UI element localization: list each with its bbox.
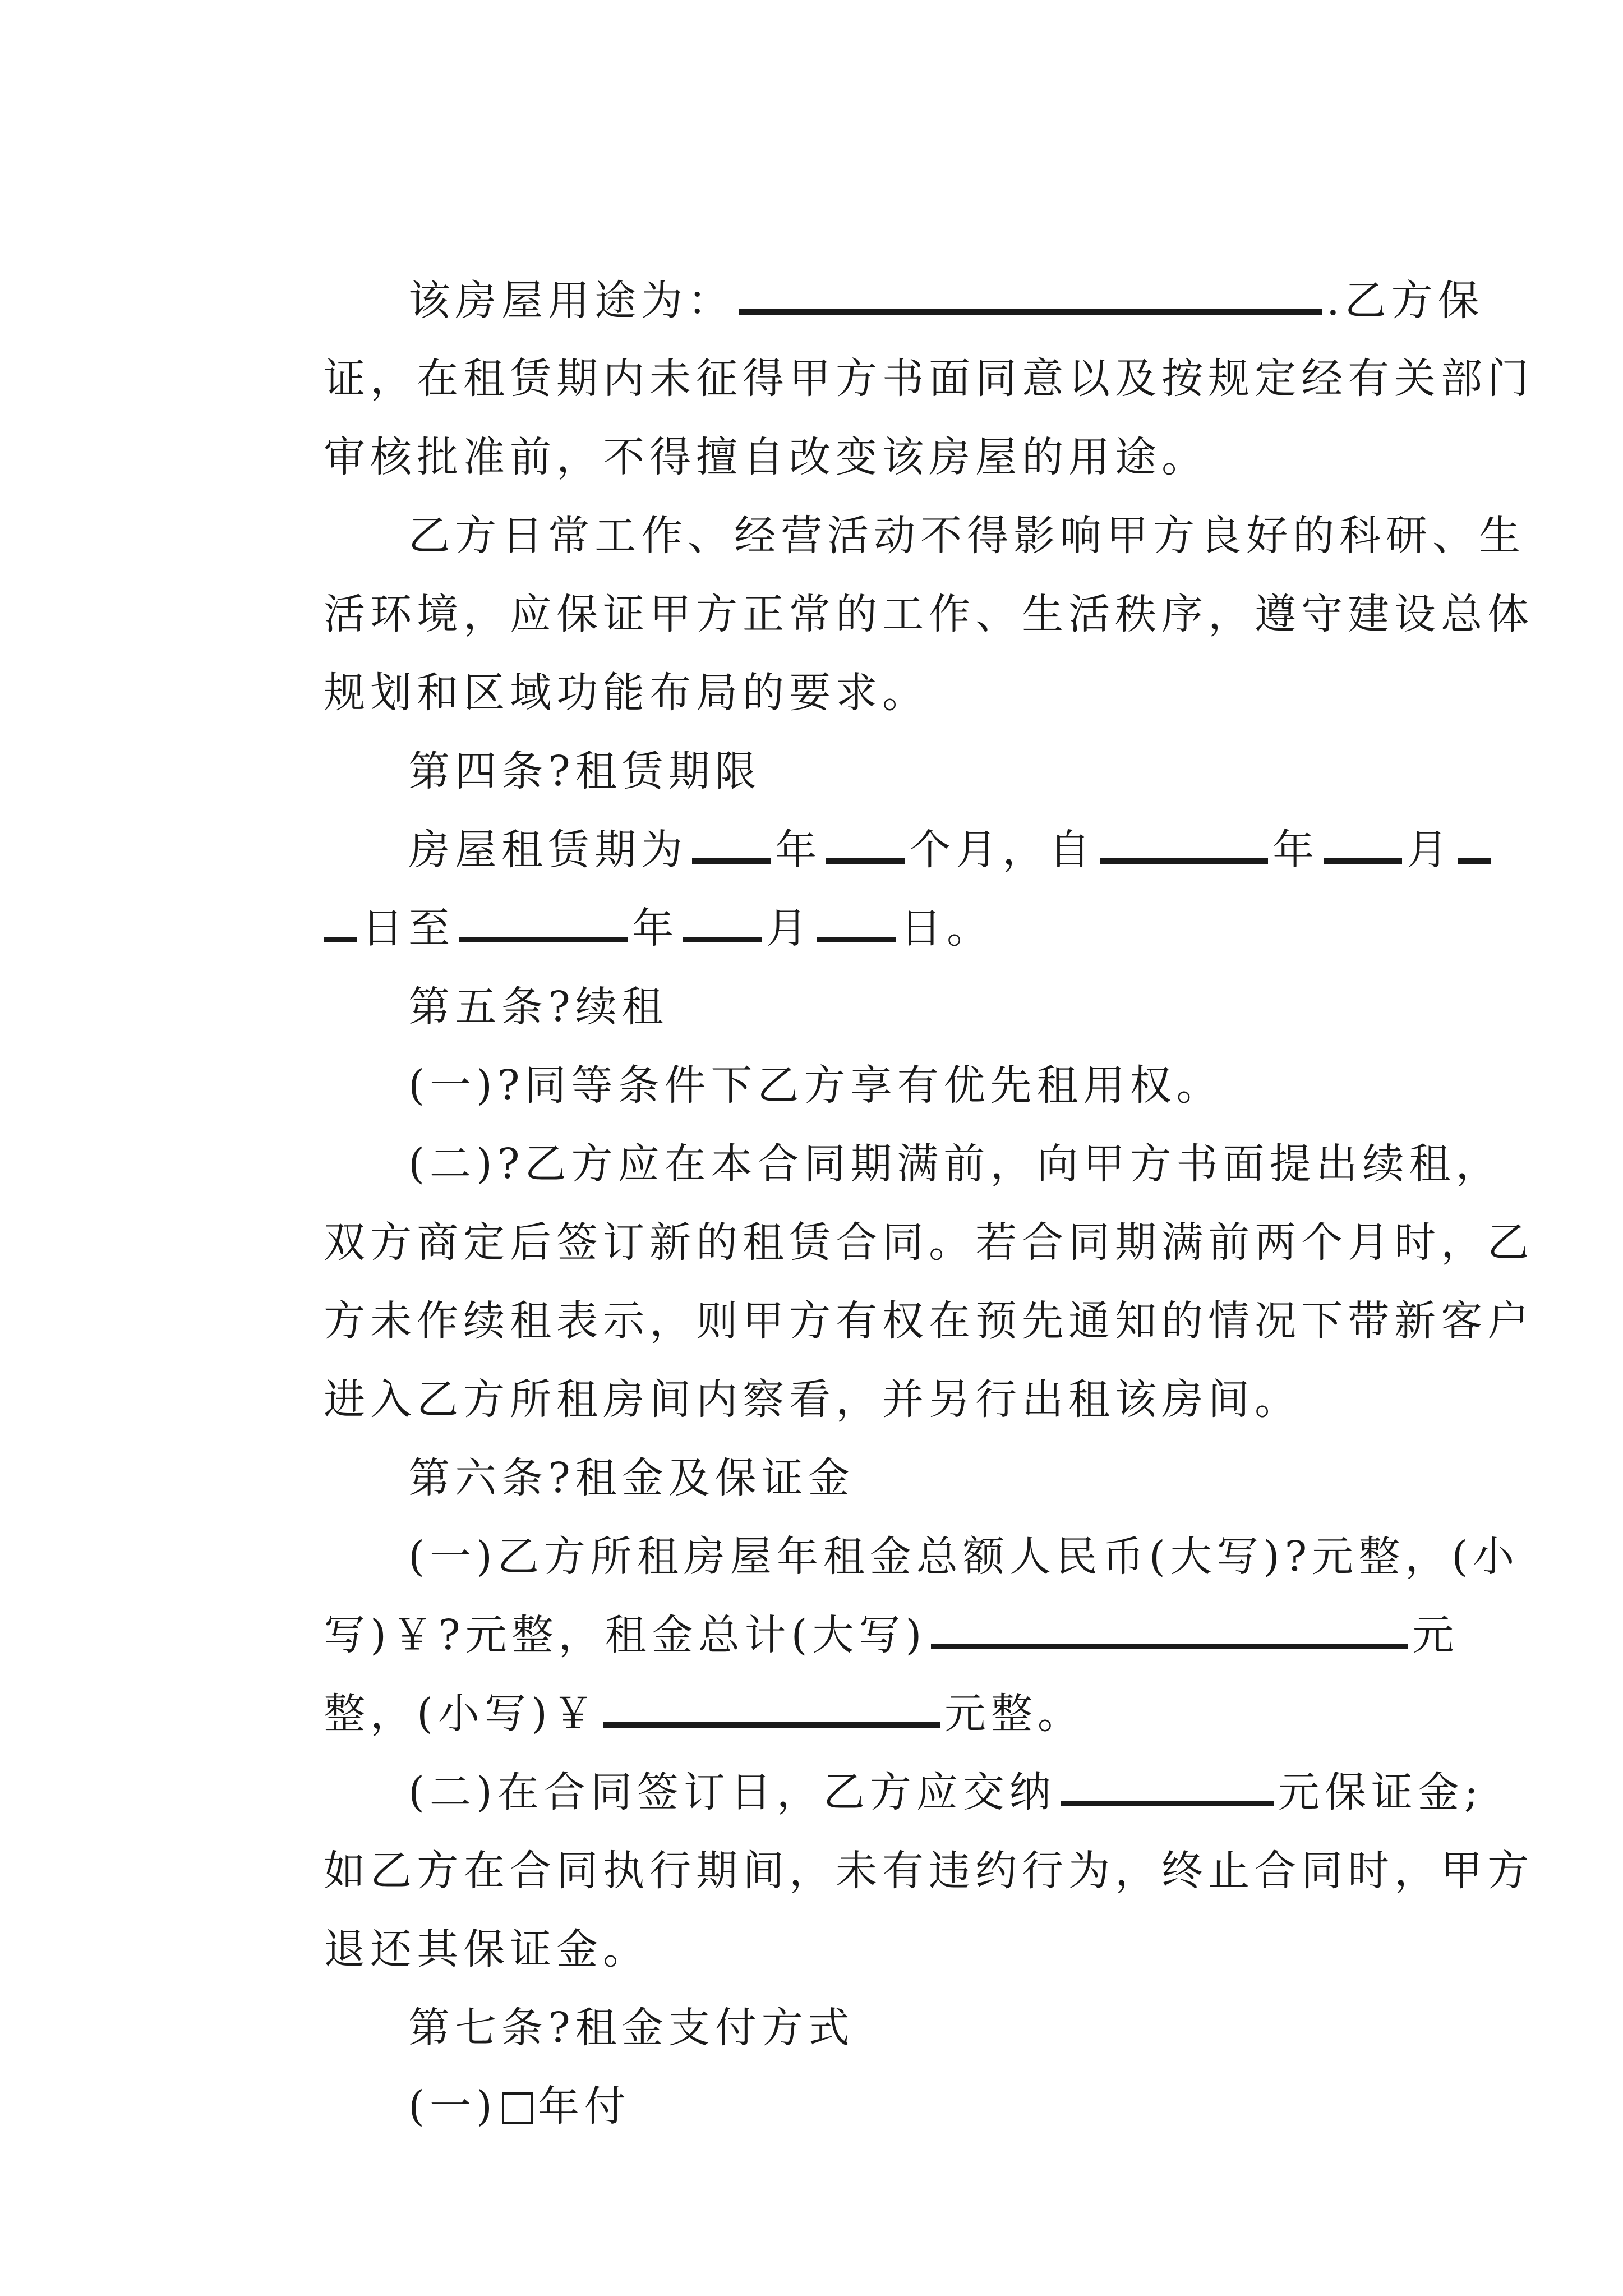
text-run: 房屋租赁期为 xyxy=(408,826,688,874)
text-run: 元 xyxy=(1412,1611,1459,1659)
text-run: 规划和区域功能布局的要求。 xyxy=(324,669,929,717)
text-run: 元保证金; xyxy=(1278,1768,1483,1816)
text-run: 年 xyxy=(632,904,679,953)
text-run: 年 xyxy=(775,826,822,874)
text-run: 第六条?租金及保证金 xyxy=(408,1454,855,1502)
text-run: 月 xyxy=(766,904,813,953)
fill-in-blank xyxy=(817,902,896,942)
text-run: 如乙方在合同执行期间，未有违约行为，终止合同时，甲方 xyxy=(324,1847,1534,1895)
text-run: 第四条?租赁期限 xyxy=(408,747,762,795)
text-run: 月 xyxy=(1407,826,1454,874)
text-run: 证，在租赁期内未征得甲方书面同意以及按规定经有关部门 xyxy=(324,355,1534,403)
text-run: 元整。 xyxy=(944,1690,1084,1738)
text-run: 日。 xyxy=(900,904,994,953)
text-run: (一) xyxy=(408,2082,497,2131)
text-run: 审核批准前，不得擅自改变该房屋的用途。 xyxy=(324,433,1209,481)
text-run: (一)?同等条件下乙方享有优先租用权。 xyxy=(408,1061,1223,1110)
fill-in-blank xyxy=(1458,823,1491,864)
text-run: 写)￥?元整，租金总计(大写) xyxy=(324,1611,927,1659)
checkbox-icon xyxy=(502,2092,533,2124)
text-run: 日至 xyxy=(362,904,455,953)
text-run: .乙方保 xyxy=(1326,277,1484,325)
text-run: (一)乙方所租房屋年租金总额人民币(大写)?元整，(小 xyxy=(408,1533,1520,1581)
text-run: 整，(小写)￥ xyxy=(324,1690,599,1738)
text-run: 第五条?续租 xyxy=(408,983,668,1031)
text-run: 方未作续租表示，则甲方有权在预先通知的情况下带新客户 xyxy=(324,1297,1534,1345)
text-run: 退还其保证金。 xyxy=(324,1925,650,1973)
text-run: 活环境，应保证甲方正常的工作、生活秩序，遵守建设总体 xyxy=(324,590,1534,638)
text-run: 第七条?租金支付方式 xyxy=(408,2004,855,2052)
text-run: 年付 xyxy=(537,2082,631,2131)
fill-in-blank xyxy=(683,902,762,942)
text-run: 个月，自 xyxy=(909,826,1096,874)
fill-in-blank xyxy=(1324,823,1402,864)
text-run: 进入乙方所租房间内察看，并另行出租该房间。 xyxy=(324,1375,1302,1424)
text-run: 双方商定后签订新的租赁合同。若合同期满前两个月时，乙 xyxy=(324,1218,1534,1267)
text-run: (二)?乙方应在本合同期满前，向甲方书面提出续租， xyxy=(408,1140,1502,1188)
text-run: 该房屋用途为： xyxy=(408,277,735,325)
fill-in-blank xyxy=(1100,823,1268,864)
text-run: (二)在合同签订日，乙方应交纳 xyxy=(408,1768,1056,1816)
paragraph-line xyxy=(335,2022,631,2191)
text-run: 乙方日常工作、经营活动不得影响甲方良好的科研、生 xyxy=(408,512,1526,560)
text-run: 年 xyxy=(1272,826,1320,874)
